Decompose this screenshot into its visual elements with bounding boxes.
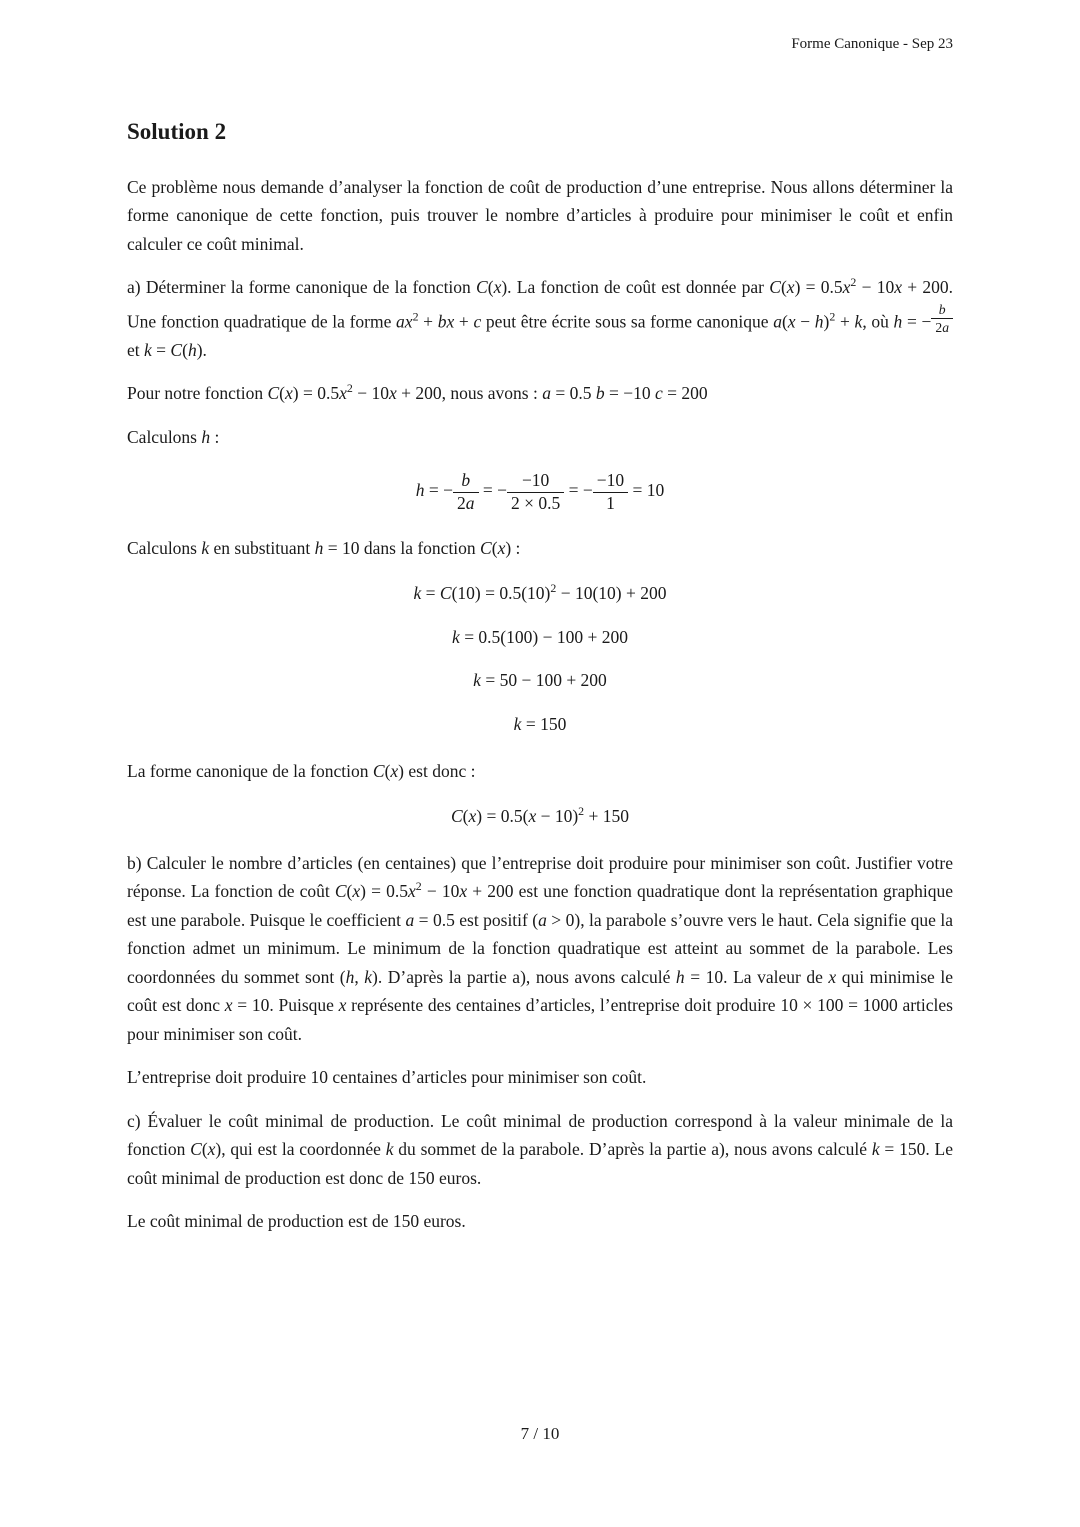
part-c-answer: Le coût minimal de production est de 150 euros. bbox=[127, 1211, 466, 1232]
part-c-paragraph: c) Évaluer le coût minimal de production. Le coût minimal de production correspond à la valeur minimale de la fonction C(x), qui est la coordonnée k du sommet de la parabole. D’après la partie a), nous avons calculé k = 150. Le coût minimal de production est donc de 150 euros. bbox=[127, 1110, 953, 1188]
calc-h-label: Calculons h : bbox=[127, 426, 220, 447]
document-body bbox=[127, 118, 953, 1251]
fraction: $\frac{b}{2a}$ bbox=[931, 302, 953, 336]
fraction: $\frac{-10}{1}$ bbox=[593, 471, 628, 513]
equation-canonical-form: $C(x) = 0.5(x - 10)^2 + 150$ bbox=[450, 804, 629, 827]
equation-k-result: k = 150 bbox=[513, 713, 567, 734]
page-number: 7 / 10 bbox=[520, 1424, 560, 1443]
equation-k-step1: $k = C(10) = 0.5(10)^2 - 10(10) + 200$ bbox=[413, 581, 667, 604]
equation-k-step3: k = 50 − 100 + 200 bbox=[473, 670, 607, 691]
coefficients-paragraph: Pour notre fonction $C(x) = 0.5x^2 - 10x + 200$, nous avons : a = 0.5 b = −10 c = 200 bbox=[127, 381, 708, 404]
solution-heading: Solution 2 bbox=[127, 119, 227, 144]
fraction: $\frac{b}{2a}$ bbox=[453, 471, 479, 513]
equation-k-step2: k = 0.5(100) − 100 + 200 bbox=[452, 626, 628, 647]
fraction: $\frac{-10}{2 \times 0.5}$ bbox=[507, 471, 564, 513]
equation-h: h = − $\frac{b}{2a}$ = − $\frac{-10}{2 \times 0.5}$ = − $\frac{-10}{1}$ = 10 bbox=[415, 470, 665, 513]
running-header: Forme Canonique - Sep 23 bbox=[791, 36, 953, 52]
part-b-answer: L’entreprise doit produire 10 centaines d’articles pour minimiser son coût. bbox=[127, 1067, 647, 1088]
canonical-form-label: La forme canonique de la fonction C(x) est donc : bbox=[127, 760, 476, 781]
intro-paragraph: Ce problème nous demande d’analyser la fonction de coût de production d’une entreprise. Nous allons déterminer la forme canonique de cette fonction, puis trouver le nombre d’articles à produire pour minimiser le coût et enfin calculer ce coût minimal. bbox=[127, 176, 953, 254]
part-b-paragraph: b) Calculer le nombre d’articles (en centaines) que l’entreprise doit produire pour minimiser son coût. Justifier votre réponse. La fonction de coût $C(x) = 0.5x^2 - 10x + 200$ est une fonction quadratique dont la représentation graphique est une parabole. Puisque le coefficient a = 0.5 est positif (a > 0), la parabole s’ouvre vers le haut. Cela signifie que la fonction admet un minimum. Le minimum de la fonction quadratique est atteint au sommet de la parabole. Les coordonnées du sommet sont (h, k). D’après la partie a), nous avons calculé h = 10. La valeur de x qui minimise le coût est donc x = 10. Puisque x représente des centaines d’articles, l’entreprise doit produire 10 × 100 = 1000 articles pour minimiser son coût. bbox=[127, 852, 953, 1044]
part-a-paragraph: a) Déterminer la forme canonique de la fonction C(x). La fonction de coût est donnée par $C(x) = 0.5x^2 - 10x + 200$. Une fonction quadratique de la forme $ax^2$ + bx + c peut être écrite sous sa forme canonique $a(x - h)^2 + k$, où h = − $\frac{b}{2a}$ et k = C(h). bbox=[127, 275, 954, 360]
calc-k-label: Calculons k en substituant h = 10 dans la fonction C(x) : bbox=[127, 537, 521, 558]
